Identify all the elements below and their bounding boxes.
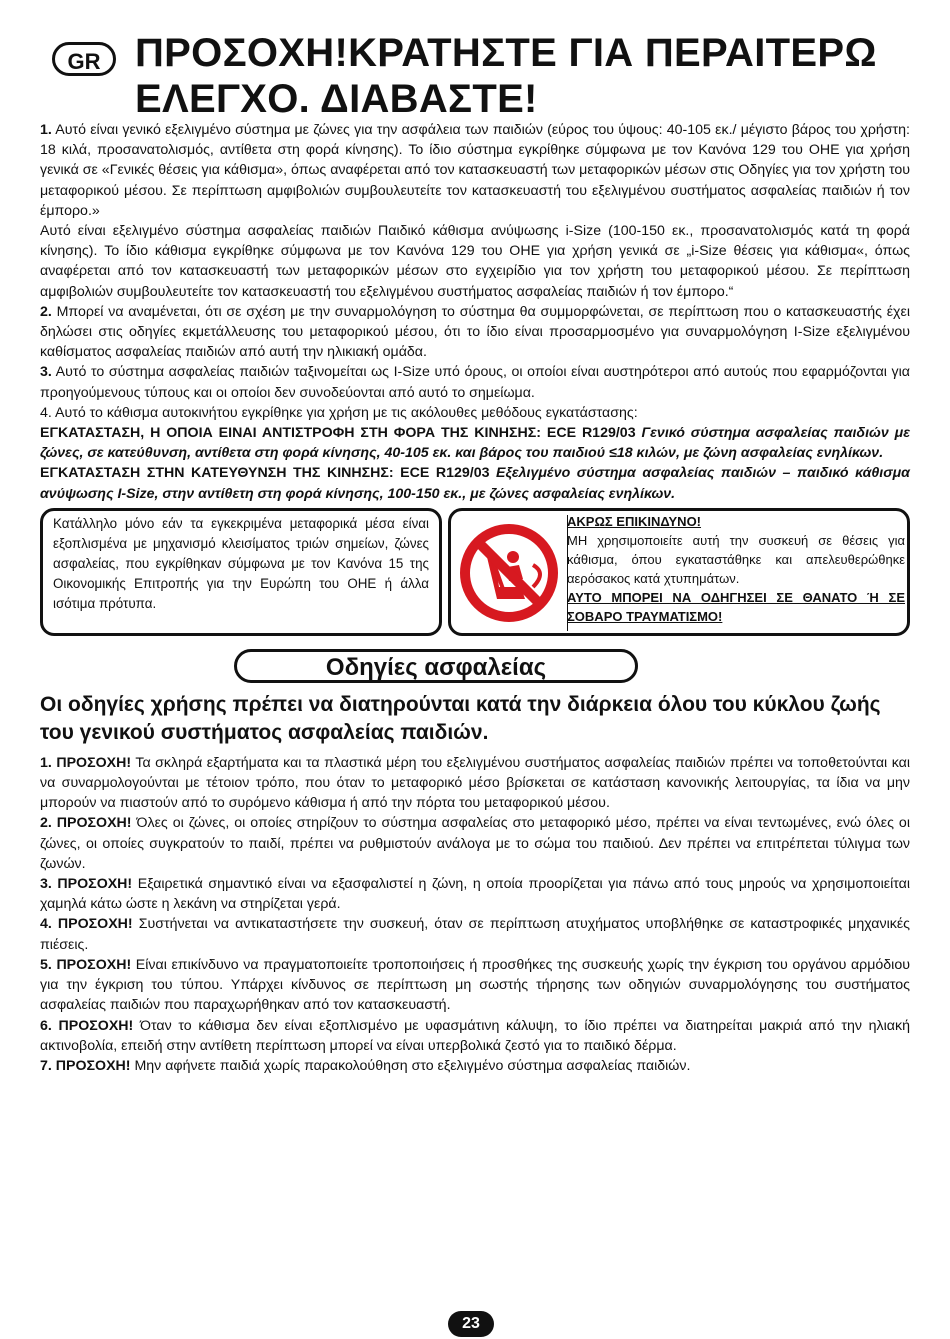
paragraph-number: 1. [40, 122, 52, 138]
notice-boxes [40, 506, 910, 641]
install-method-1 [40, 423, 910, 463]
safety-item [40, 914, 910, 954]
section-title: Οδηγίες ασφαλείας [234, 649, 638, 683]
safety-item [40, 813, 910, 874]
safety-item-label: 7. ΠΡΟΣΟΧΗ! [40, 1057, 131, 1074]
suitability-box: Κατάλληλο μόνο εάν τα εγκεκριμένα μεταφορικά μέσα είναι εξοπλισμένα με μηχανισμό κλεισίματος τριών σημείων, ζώνες ασφαλείας, που εγκρίθηκαν σύμφωνα με τον Κανόνα 15 της Οικονομικής Επιτροπής για την Ευρώπη του ΟΗΕ ή άλλα ισότιμα πρότυπα. [40, 508, 442, 636]
paragraph-text: Αυτό είναι γενικό εξελιγμένο σύστημα με ζώνες για την ασφάλεια των παιδιών (εύρος του ύψους: 40-105 εκ./ μέγιστο βάρος του χρήστη: 18 κιλά, προσανατολισμός, αντίθετα στη φορά κίνησης). Το ίδιο σύστημα εγκρίθηκε σύμφωνα με τον Κανόνα 129 του ΟΗΕ για χρήση γενικά σε «Γενικές θέσεις για κάθισμα», όπως αναφέρεται από τον κατασκευαστή των μεταφορικών μέσων στις Οδηγίες για τον χρήστη του μεταφορικού μέσου. Σε περίπτωση αμφιβολιών συμβουλευτείτε τον κατασκευαστή του εξελιγμένου συστήματος ασφαλείας παιδιών ή τον έμπορο.» [40, 122, 910, 219]
install-label: ΕΓΚΑΤΑΣΤΑΣΗ ΣΤΗΝ ΚΑΤΕΥΘΥΝΣΗ ΤΗΣ ΚΙΝΗΣΗΣ: ECE R129/03 [40, 465, 490, 482]
install-text: Εξελιγμένο σύστημα ασφαλείας παιδιών – παιδικό κάθισμα ανύψωσης I-Size, στην αντίθετη στη φορά κίνησης, 100-150 εκ., με ζώνες ασφαλείας ενηλίκων. [40, 465, 910, 502]
paragraph-text: Αυτό το σύστημα ασφαλείας παιδιών ταξινομείται ως I-Size υπό όρους, οι οποίοι είναι αυστηρότεροι από αυτούς που εφαρμόζονται για προηγούμενους τύπους και οι οποίοι δεν συνοδεύονται από αυτό το σημείωμα. [40, 364, 910, 401]
safety-item-text: Τα σκληρά εξαρτήματα και τα πλαστικά μέρη του εξελιγμένου συστήματος ασφαλείας παιδιών πρέπει να τοποθετούνται και να συναρμολογούνται με τέτοιον τρόπο, που όταν το μεταφορικό μέσο βρίσκεται σε κατάσταση κανονικής λειτουργίας, τα ίδια να μην μπορούν να πιαστούν από το συρόμενο κάθισμα ή από την πόρτα του μεταφορικού μέσου. [40, 754, 910, 812]
safety-item-text: Εξαιρετικά σημαντικό είναι να εξασφαλιστεί η ζώνη, η οποία προορίζεται για πάνω από τους μηρούς να χρησιμοποιείται χαμηλά κάτω ώστε η λεκάνη να στηρίζεται γερά. [40, 876, 910, 913]
intro-section [40, 120, 910, 504]
safety-item-label: 3. ΠΡΟΣΟΧΗ! [40, 876, 133, 893]
install-text: Γενικό σύστημα ασφαλείας παιδιών με ζώνες, σε κατεύθυνση, αντίθετα στη φορά κίνησης, 40-105 εκ. και βάρος του παιδιού ≤18 κιλών, με ζώνη ασφαλείας ενηλίκων. [40, 425, 911, 462]
page-number: 23 [448, 1311, 494, 1337]
danger-heading: ΑΚΡΩΣ ΕΠΙΚΙΝΔΥΝΟ! [567, 513, 702, 529]
safety-item [40, 874, 910, 914]
safety-item-label: 4. ΠΡΟΣΟΧΗ! [40, 916, 133, 933]
danger-box [448, 508, 910, 636]
safety-item [40, 1016, 910, 1056]
section-subhead: Οι οδηγίες χρήσης πρέπει να διατηρούνται κατά την διάρκεια όλου του κύκλου ζωής του γενικού συστήματος ασφαλείας παιδιών. [40, 692, 881, 744]
safety-item-text: Μην αφήνετε παιδιά χωρίς παρακολούθηση στο εξελιγμένο σύστημα ασφαλείας παιδιών. [130, 1057, 691, 1074]
safety-item-text: Είναι επικίνδυνο να πραγματοποιείτε τροποποιήσεις ή προσθήκες της συσκευής χωρίς την έγκριση του οργάνου αρμόδιου για την έγκριση του τύπου. Υπάρχει κίνδυνος σε περίπτωση μη σωστής τήρησης των οδηγιών συναρμολόγησης του συστήματος ασφαλείας παιδιών που παραχωρήθηκαν από τον κατασκευαστή. [40, 956, 910, 1014]
safety-item-text: Όταν το κάθισμα δεν είναι εξοπλισμένο με υφασμάτινη κάλυψη, το ίδιο πρέπει να διατηρείται μακριά από την ηλιακή ακτινοβολία, επειδή στην αντίθετη περίπτωση μπορεί να είναι υπερβολικά ζεστό για το παιδικό δέρμα. [40, 1017, 910, 1054]
danger-body: ΜΗ χρησιμοποιείτε αυτή την συσκευή σε θέσεις για κάθισμα, όπου εγκαταστάθηκε και απελευθερώθηκε αερόσακος κατά χτυπημάτων. [567, 532, 905, 586]
safety-list [40, 753, 910, 1076]
language-badge: GR [52, 42, 116, 76]
danger-warning: ΑΥΤΟ ΜΠΟΡΕΙ ΝΑ ΟΔΗΓΗΣΕΙ ΣΕ ΘΑΝΑΤΟ Ή ΣΕ ΣΟΒΑΡΟ ΤΡΑΥΜΑΤΙΣΜΟ! [567, 589, 905, 624]
safety-item [40, 753, 910, 814]
safety-item-label: 2. ΠΡΟΣΟΧΗ! [40, 815, 132, 832]
safety-item-label: 6. ΠΡΟΣΟΧΗ! [40, 1017, 134, 1034]
manual-page [40, 30, 910, 1076]
page-title: ΠΡΟΣΟΧΗ!ΚΡΑΤΗΣΤΕ ΓΙΑ ΠΕΡΑΙΤΕΡΩ ΕΛΕΓΧΟ. ΔΙΑΒΑΣΤΕ! [135, 31, 877, 121]
paragraph-number: 3. [40, 364, 52, 381]
install-label: ΕΓΚΑΤΑΣΤΑΣΗ, Η ΟΠΟΙΑ ΕΙΝΑΙ ΑΝΤΙΣΤΡΟΦΗ ΣΤΗ ΦΟΡΑ ΤΗΣ ΚΙΝΗΣΗΣ: ECE R129/03 [40, 425, 636, 442]
intro-paragraph-2 [40, 302, 910, 363]
intro-paragraph-1 [40, 120, 910, 221]
safety-item-label: 5. ΠΡΟΣΟΧΗ! [40, 956, 132, 973]
no-airbag-icon [457, 517, 563, 627]
safety-item [40, 955, 910, 1016]
intro-paragraph-3 [40, 362, 910, 402]
safety-item-text: Όλες οι ζώνες, οι οποίες στηρίζουν το σύστημα ασφαλείας στο μεταφορικό μέσο, πρέπει να είναι τεντωμένες, ενώ όλες οι ζώνες, οι οποίες συγκρατούν το παιδί, πρέπει να ρυθμιστούν ανάλογα με το σώμα του παιδιού. Δεν πρέπει να επιτρέπεται τύλιγμα των ζωνών. [40, 815, 910, 872]
safety-item-text: Συστήνεται να αντικαταστήσετε την συσκευή, όταν σε περίπτωση ατυχήματος υποβλήθηκε σε καταστροφικές μηχανικές πιέσεις. [40, 916, 910, 953]
safety-item-label: 1. ΠΡΟΣΟΧΗ! [40, 754, 132, 771]
danger-text [567, 512, 905, 626]
install-method-2 [40, 463, 910, 503]
paragraph-text: Μπορεί να αναμένεται, ότι σε σχέση με την συναρμολόγηση το σύστημα θα συμμορφώνεται, σε περίπτωση που ο κατασκευαστής έχει δηλώσει στις οδηγίες εκμετάλλευσης του μεταφορικού μέσου, ότι το ίδιο είναι προσαρμοσμένο για συναρμολόγηση I-Size εξελιγμένου καθίσματος ασφαλείας παιδιών από αυτή την ηλικιακή ομάδα. [40, 303, 910, 361]
intro-paragraph-4: 4. Αυτό το κάθισμα αυτοκινήτου εγκρίθηκε για χρήση με τις ακόλουθες μεθόδους εγκατάστασης: [40, 404, 638, 421]
safety-item [40, 1056, 910, 1076]
paragraph-number: 2. [40, 303, 52, 320]
intro-paragraph-1b: Αυτό είναι εξελιγμένο σύστημα ασφαλείας παιδιών Παιδικό κάθισμα ανύψωσης i-Size (100-150 εκ., προσανατολισμός κατά τη φορά κίνησης). Το ίδιο κάθισμα εγκρίθηκε σύμφωνα με τον Κανόνα 129 του ΟΗΕ για χρήση γενικά σε „i-Size θέσεις για κάθισμα«, όπως αναφέρεται από τον κατασκευαστή των μεταφορικών μέσων στο εγχειρίδιο για τον χρήστη του μεταφορικού μέσου. Σε περίπτωση αμφιβολιών συμβουλευτείτε τον κατασκευαστή του εξελιγμένου συστήματος ασφαλείας παιδιών ή τον έμπορο.“ [40, 223, 910, 300]
header [40, 30, 910, 120]
